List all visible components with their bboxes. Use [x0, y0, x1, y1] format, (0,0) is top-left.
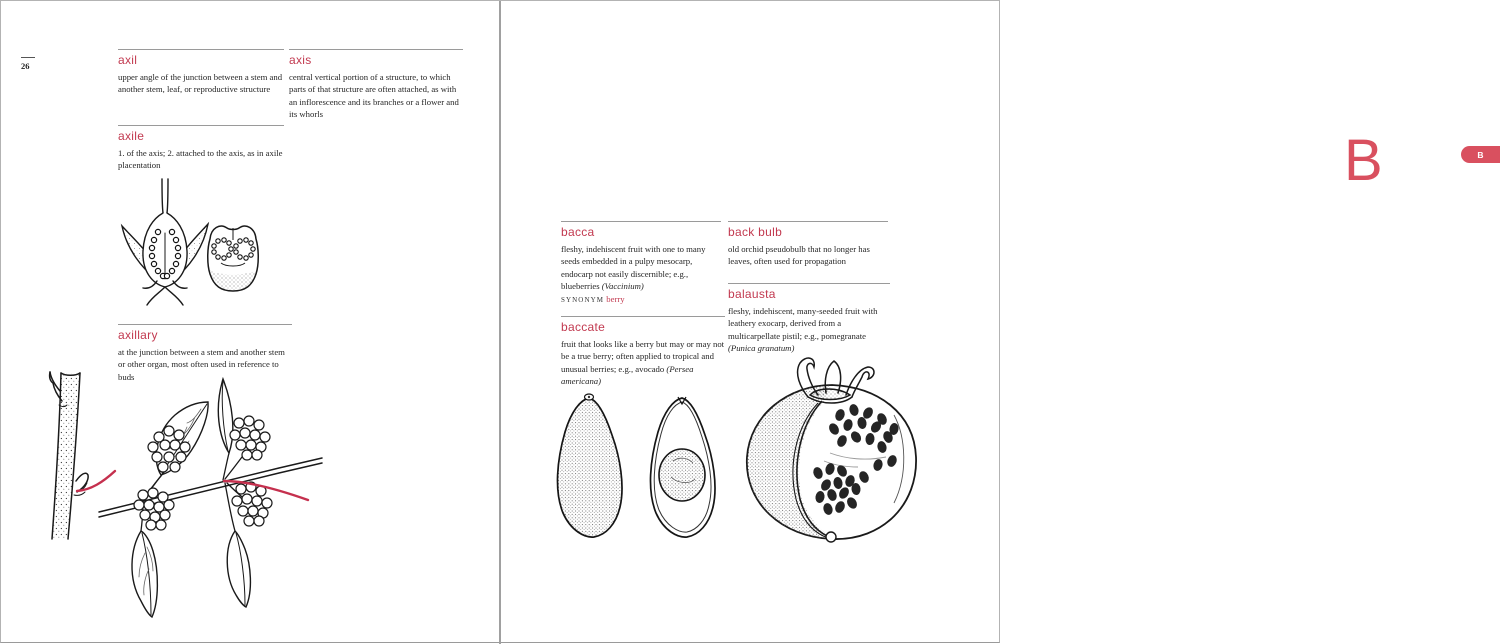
page-number: 26 [21, 61, 30, 71]
entry-baccate [561, 316, 725, 388]
entry-term: baccate [561, 320, 606, 334]
entry-definition: fruit that looks like a berry but may or may not be a true berry; often applied to tropical and unusual berries; e.g., avocado (Persea americana) [561, 339, 725, 387]
section-letter-b: B [1344, 128, 1383, 193]
entry-definition: old orchid pseudobulb that no longer has leaves, often used for propagation [728, 244, 870, 267]
entry-definition: upper angle of the junction between a stem and another stem, leaf, or reproductive structure [118, 72, 283, 95]
page-number-rule [21, 57, 35, 58]
entry-rule [561, 221, 721, 222]
entry-rule [728, 221, 888, 222]
entry-term: axillary [118, 328, 158, 342]
entry-bacca [561, 221, 721, 306]
entry-definition: fleshy, indehiscent, many-seeded fruit with leathery exocarp, derived from a multicarpellate pistil; e.g., pomegranate (Punica granatum) [728, 306, 878, 354]
entry-term: back bulb [728, 225, 783, 239]
entry-rule [728, 283, 890, 284]
section-thumb-tab [1461, 146, 1500, 163]
pomegranate-illustration [734, 353, 929, 543]
entry-rule [118, 49, 284, 50]
entry-axil [118, 49, 284, 96]
entry-rule [118, 324, 292, 325]
entry-definition: central vertical portion of a structure, to which parts of that structure are often attached, as with an inflorescence and its branches or a flower and its whorls [289, 72, 459, 120]
axile-placentation-illustration [113, 177, 263, 307]
entry-axis [289, 49, 463, 121]
branch-and-petioles [99, 453, 322, 531]
entry-term: axile [118, 129, 145, 143]
entry-definition: 1. of the axis; 2. attached to the axis, as in axile placentation [118, 148, 283, 171]
axillary-berry-branch-illustration [95, 373, 323, 623]
entry-definition: fleshy, indehiscent fruit with one to many seeds embedded in a pulpy mesocarp, endocarp not easily discernible; e.g., blueberries (Vaccinium) SYNONYM berry [561, 244, 706, 304]
ovary-cross-section [208, 226, 259, 291]
page-right [501, 1, 1484, 644]
entry-rule [289, 49, 463, 50]
entry-term: axis [289, 53, 312, 67]
thumb-tab-label: B [1477, 149, 1484, 160]
avocado-pit [659, 449, 705, 501]
entry-rule [561, 316, 725, 317]
entry-definition: at the junction between a stem and another stem or other organ, most often used in reference to buds [118, 347, 285, 382]
entry-term: balausta [728, 287, 776, 301]
halved-avocado-illustration [637, 391, 725, 541]
entry-back-bulb [728, 221, 888, 268]
entry-rule [118, 125, 284, 126]
berry-clusters [134, 416, 272, 530]
entry-term: axil [118, 53, 138, 67]
page-left [1, 1, 499, 644]
whole-avocado-illustration [544, 391, 632, 541]
entry-axile [118, 125, 284, 172]
pomegranate-blossom-end [826, 532, 836, 542]
entry-term: bacca [561, 225, 595, 239]
entry-balausta [728, 283, 890, 355]
